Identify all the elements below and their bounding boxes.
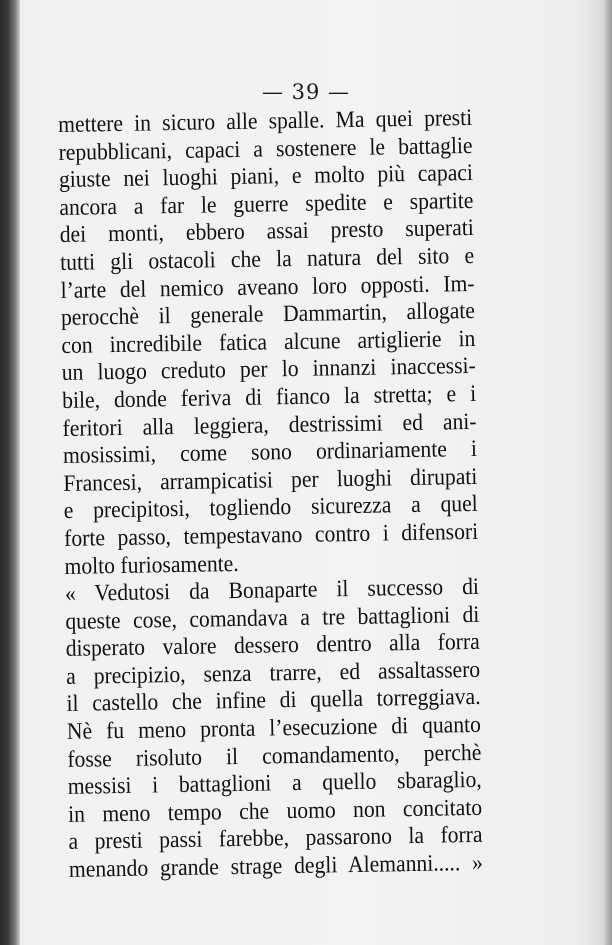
text-line: con incredibile fatica alcune artiglierie in — [61, 325, 476, 359]
text-line: a precipizio, senza trarre, ed assaltassero — [65, 656, 481, 690]
text-line: fosse risoluto il comandamento, perchè — [67, 739, 482, 773]
text-line: ancora a far le guerre spedite e spartite — [59, 187, 474, 221]
text-line: Nè fu meno pronta l’esecuzione di quanto — [66, 711, 482, 745]
text-line: dei monti, ebbero assai presto superati — [59, 215, 474, 249]
text-line: mosissimi, come sono ordinariamente i — [62, 436, 478, 470]
text-line: molto furiosamente. — [64, 550, 239, 580]
text-line: « Vedutosi da Bonaparte il successo di — [64, 573, 480, 608]
text-line: bile, donde feriva di fianco la stretta; e i — [61, 380, 477, 414]
text-line: repubblicani, capaci a sostenere le battaglie — [58, 132, 473, 166]
text-line: forte passo, tempestavano contro i difensori — [63, 518, 479, 552]
text-line: perocchè il generale Dammartin, allogate — [60, 298, 476, 332]
text-line: a presti passi farebbe, passarono la forra — [68, 822, 483, 856]
text-line: mettere in sicuro alle spalle. Ma quei presti — [58, 104, 473, 138]
page-edge-shadow — [604, 0, 612, 945]
body-text — [58, 105, 483, 885]
text-line: menando grande strage degli Alemanni..... » — [68, 849, 484, 883]
text-line: giuste nei luoghi piani, e molto più capaci — [58, 160, 474, 194]
page-number: — 39 — — [261, 80, 351, 104]
text-line: in meno tempo che uomo non concitato — [67, 794, 483, 828]
text-line: feritori alla leggiera, destrissimi ed ani- — [62, 408, 477, 442]
text-line: queste cose, comandava a tre battaglioni di — [65, 601, 480, 635]
book-spine-shadow — [0, 0, 20, 945]
text-line: disperato valore dessero dentro alla forra — [65, 629, 480, 663]
text-line: e precipitosi, togliendo sicurezza a quel — [63, 491, 478, 525]
text-line: l’arte del nemico aveano loro opposti. Im- — [60, 270, 475, 304]
text-line: tutti gli ostacoli che la natura del sito e — [59, 242, 475, 276]
text-line: Francesi, arrampicatisi per luoghi dirupati — [63, 463, 478, 497]
text-line: messisi i battaglioni a quello sbaraglio, — [67, 767, 482, 801]
text-line: un luogo creduto per lo innanzi inaccessi- — [61, 353, 476, 387]
text-line: il castello che infine di quella torreggiava. — [66, 684, 481, 718]
